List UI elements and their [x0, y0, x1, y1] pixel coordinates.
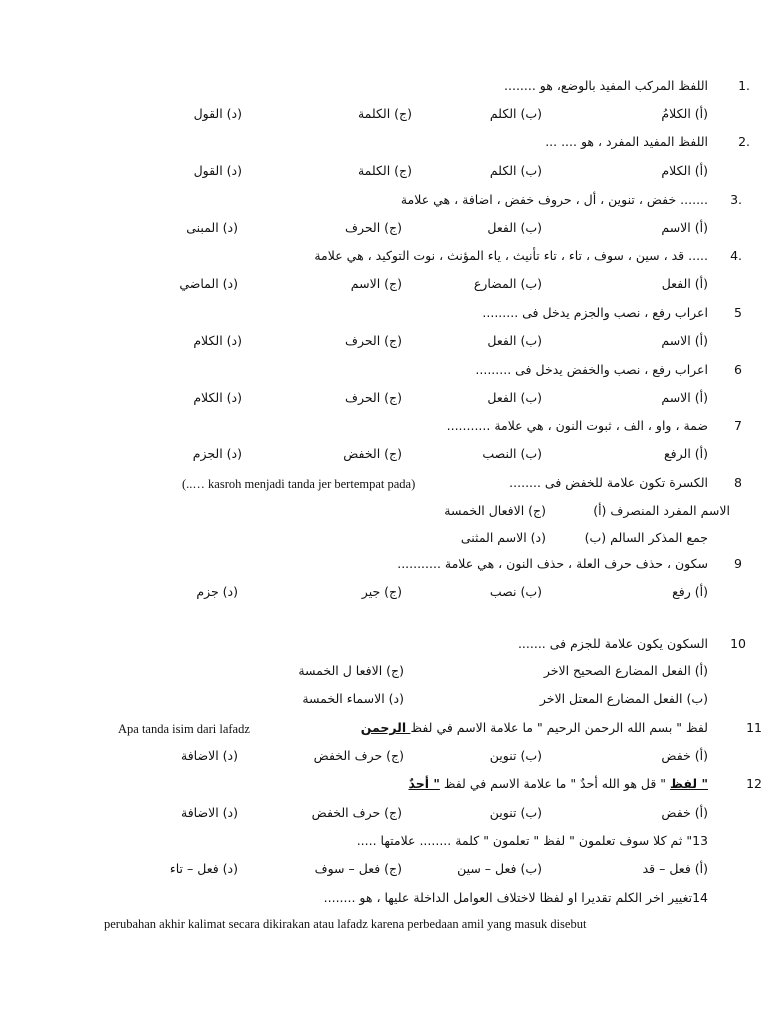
option-d: (د) جزم — [196, 584, 238, 599]
option-c: (ج) الحرف — [344, 333, 402, 348]
question-text: اللفظ المفيد المفرد ، هو .... ... — [545, 134, 708, 149]
question-translation: (..… kasroh menjadi tanda jer bertempat pada) — [182, 477, 416, 491]
question-text: ..... قد ، سين ، سوف ، تاء ، تاء تأنيث ، ياء المؤنث ، نوت التوكيد ، هي علامة — [314, 248, 708, 263]
option-d: (د) الاضافة — [181, 805, 238, 820]
option-b: (ب) نصب — [489, 584, 542, 599]
question-translation: perubahan akhir kalimat secara dikirakan atau lafadz karena perbedaan amil yang masuk disebut — [104, 917, 587, 931]
option-d: (د) فعل – تاء — [169, 861, 238, 876]
question-number: 3. — [730, 192, 742, 207]
option-d: (د) الكلام — [193, 333, 242, 348]
option-a: (أ) رفع — [672, 584, 708, 599]
option-a: (أ) الاسم — [661, 390, 708, 405]
option-b: (ب) الفعل المضارع المعتل الاخر — [539, 691, 708, 706]
question-number: 7 — [734, 418, 742, 433]
question-number: 9 — [734, 556, 742, 571]
question-text: اعراب رفع ، نصب والجزم يدخل فى ......... — [482, 305, 708, 320]
option-c: (ج) الاسم — [350, 276, 402, 291]
option-c: (ج) حرف الخفض — [313, 748, 404, 763]
question-number: 4. — [730, 248, 742, 263]
option-a: الاسم المفرد المنصرف (أ) — [593, 503, 730, 518]
question-number: 10 — [730, 636, 746, 651]
question-text-main: لفظ " بسم الله الرحمن الرحيم " ما علامة الاسم في لفظ — [410, 720, 708, 735]
question-text-main: " قل هو الله أحدٌ " ما علامة الاسم في لفظ — [439, 776, 671, 791]
option-d: (د) الاسماء الخمسة — [302, 691, 404, 706]
option-c: (ج) الخفض — [343, 446, 402, 461]
question-text: اعراب رفع ، نصب والخفض يدخل فى ......... — [475, 362, 708, 377]
option-a: (أ) الكلامُ — [661, 106, 708, 121]
question-text: ....... خفض ، تنوين ، أل ، حروف خفض ، اضافة ، هي علامة — [400, 192, 708, 207]
option-a: (أ) الاسم — [661, 220, 708, 235]
option-d: (د) الجزم — [192, 446, 242, 461]
option-a: (أ) الرفع — [663, 446, 708, 461]
option-c: (ج) حرف الخفض — [311, 805, 402, 820]
option-d: (د) القول — [193, 163, 242, 178]
option-b: (ب) الكلم — [489, 106, 542, 121]
option-b: (ب) تنوين — [489, 805, 542, 820]
option-c: (ج) جير — [361, 584, 402, 599]
option-c: (ج) الافعال الخمسة — [444, 503, 546, 518]
question-number: 8 — [734, 475, 742, 490]
question-text — [361, 720, 708, 736]
option-c: (ج) الحرف — [344, 220, 402, 235]
option-a: (أ) فعل – قد — [642, 861, 708, 876]
option-b: (ب) الكلم — [489, 163, 542, 178]
option-b: (ب) الفعل — [487, 333, 542, 348]
option-b: جمع المذكر السالم (ب) — [584, 530, 708, 545]
underlined-word: " أحدٌ — [408, 776, 440, 791]
option-c: (ج) فعل – سوف — [314, 861, 402, 876]
option-b: (ب) النصب — [482, 446, 542, 461]
option-d: (د) المبنى — [186, 220, 238, 235]
option-c: (ج) الكلمة — [357, 163, 412, 178]
option-c: (ج) الحرف — [344, 390, 402, 405]
option-b: (ب) المضارع — [473, 276, 542, 291]
question-text: 13" ثم كلا سوف تعلمون " لفظ " تعلمون " كلمة ........ علامتها ..... — [356, 833, 708, 848]
question-number: 12 — [746, 776, 762, 791]
question-text: السكون يكون علامة للجزم فى ....... — [517, 636, 708, 651]
option-d: (د) القول — [193, 106, 242, 121]
option-d: (د) الكلام — [193, 390, 242, 405]
option-a: (أ) خفض — [661, 805, 708, 820]
option-b: (ب) فعل – سين — [457, 861, 542, 876]
underlined-word: " لفظ — [670, 776, 708, 791]
option-a: (أ) خفض — [661, 748, 708, 763]
question-text: 14تغيير اخر الكلم تقديرا او لفظا لاختلاف العوامل الداخلة عليها ، هو ........ — [323, 890, 708, 905]
question-number: 11 — [746, 720, 762, 735]
option-a: (أ) الكلام — [661, 163, 708, 178]
option-b: (ب) تنوين — [489, 748, 542, 763]
question-text: سكون ، حذف حرف العلة ، حذف النون ، هي علامة ........... — [397, 556, 708, 571]
option-b: (ب) الفعل — [487, 220, 542, 235]
option-d: (د) الماضي — [179, 276, 238, 291]
option-a: (أ) الاسم — [661, 333, 708, 348]
question-text: الكسرة تكون علامة للخفض فى ........ — [509, 475, 708, 490]
option-d: (د) الاسم المثنى — [460, 530, 546, 545]
question-number: 2. — [738, 134, 750, 149]
question-text: ضمة ، واو ، الف ، ثبوت النون ، هي علامة ........... — [446, 418, 708, 433]
option-b: (ب) الفعل — [487, 390, 542, 405]
question-number: 1. — [738, 78, 750, 93]
option-a: (أ) الفعل المضارع الصحيح الاخر — [543, 663, 708, 678]
option-c: (ج) الكلمة — [357, 106, 412, 121]
question-translation: Apa tanda isim dari lafadz — [118, 722, 250, 736]
underlined-word: الرحمن — [360, 720, 411, 735]
option-c: (ج) الافعا ل الخمسة — [298, 663, 404, 678]
option-a: (أ) الفعل — [661, 276, 708, 291]
question-number: 5 — [734, 305, 742, 320]
option-d: (د) الاضافة — [181, 748, 238, 763]
question-text — [408, 776, 708, 792]
question-text: اللفظ المركب المفيد بالوضع، هو ........ — [504, 78, 708, 93]
question-number: 6 — [734, 362, 742, 377]
